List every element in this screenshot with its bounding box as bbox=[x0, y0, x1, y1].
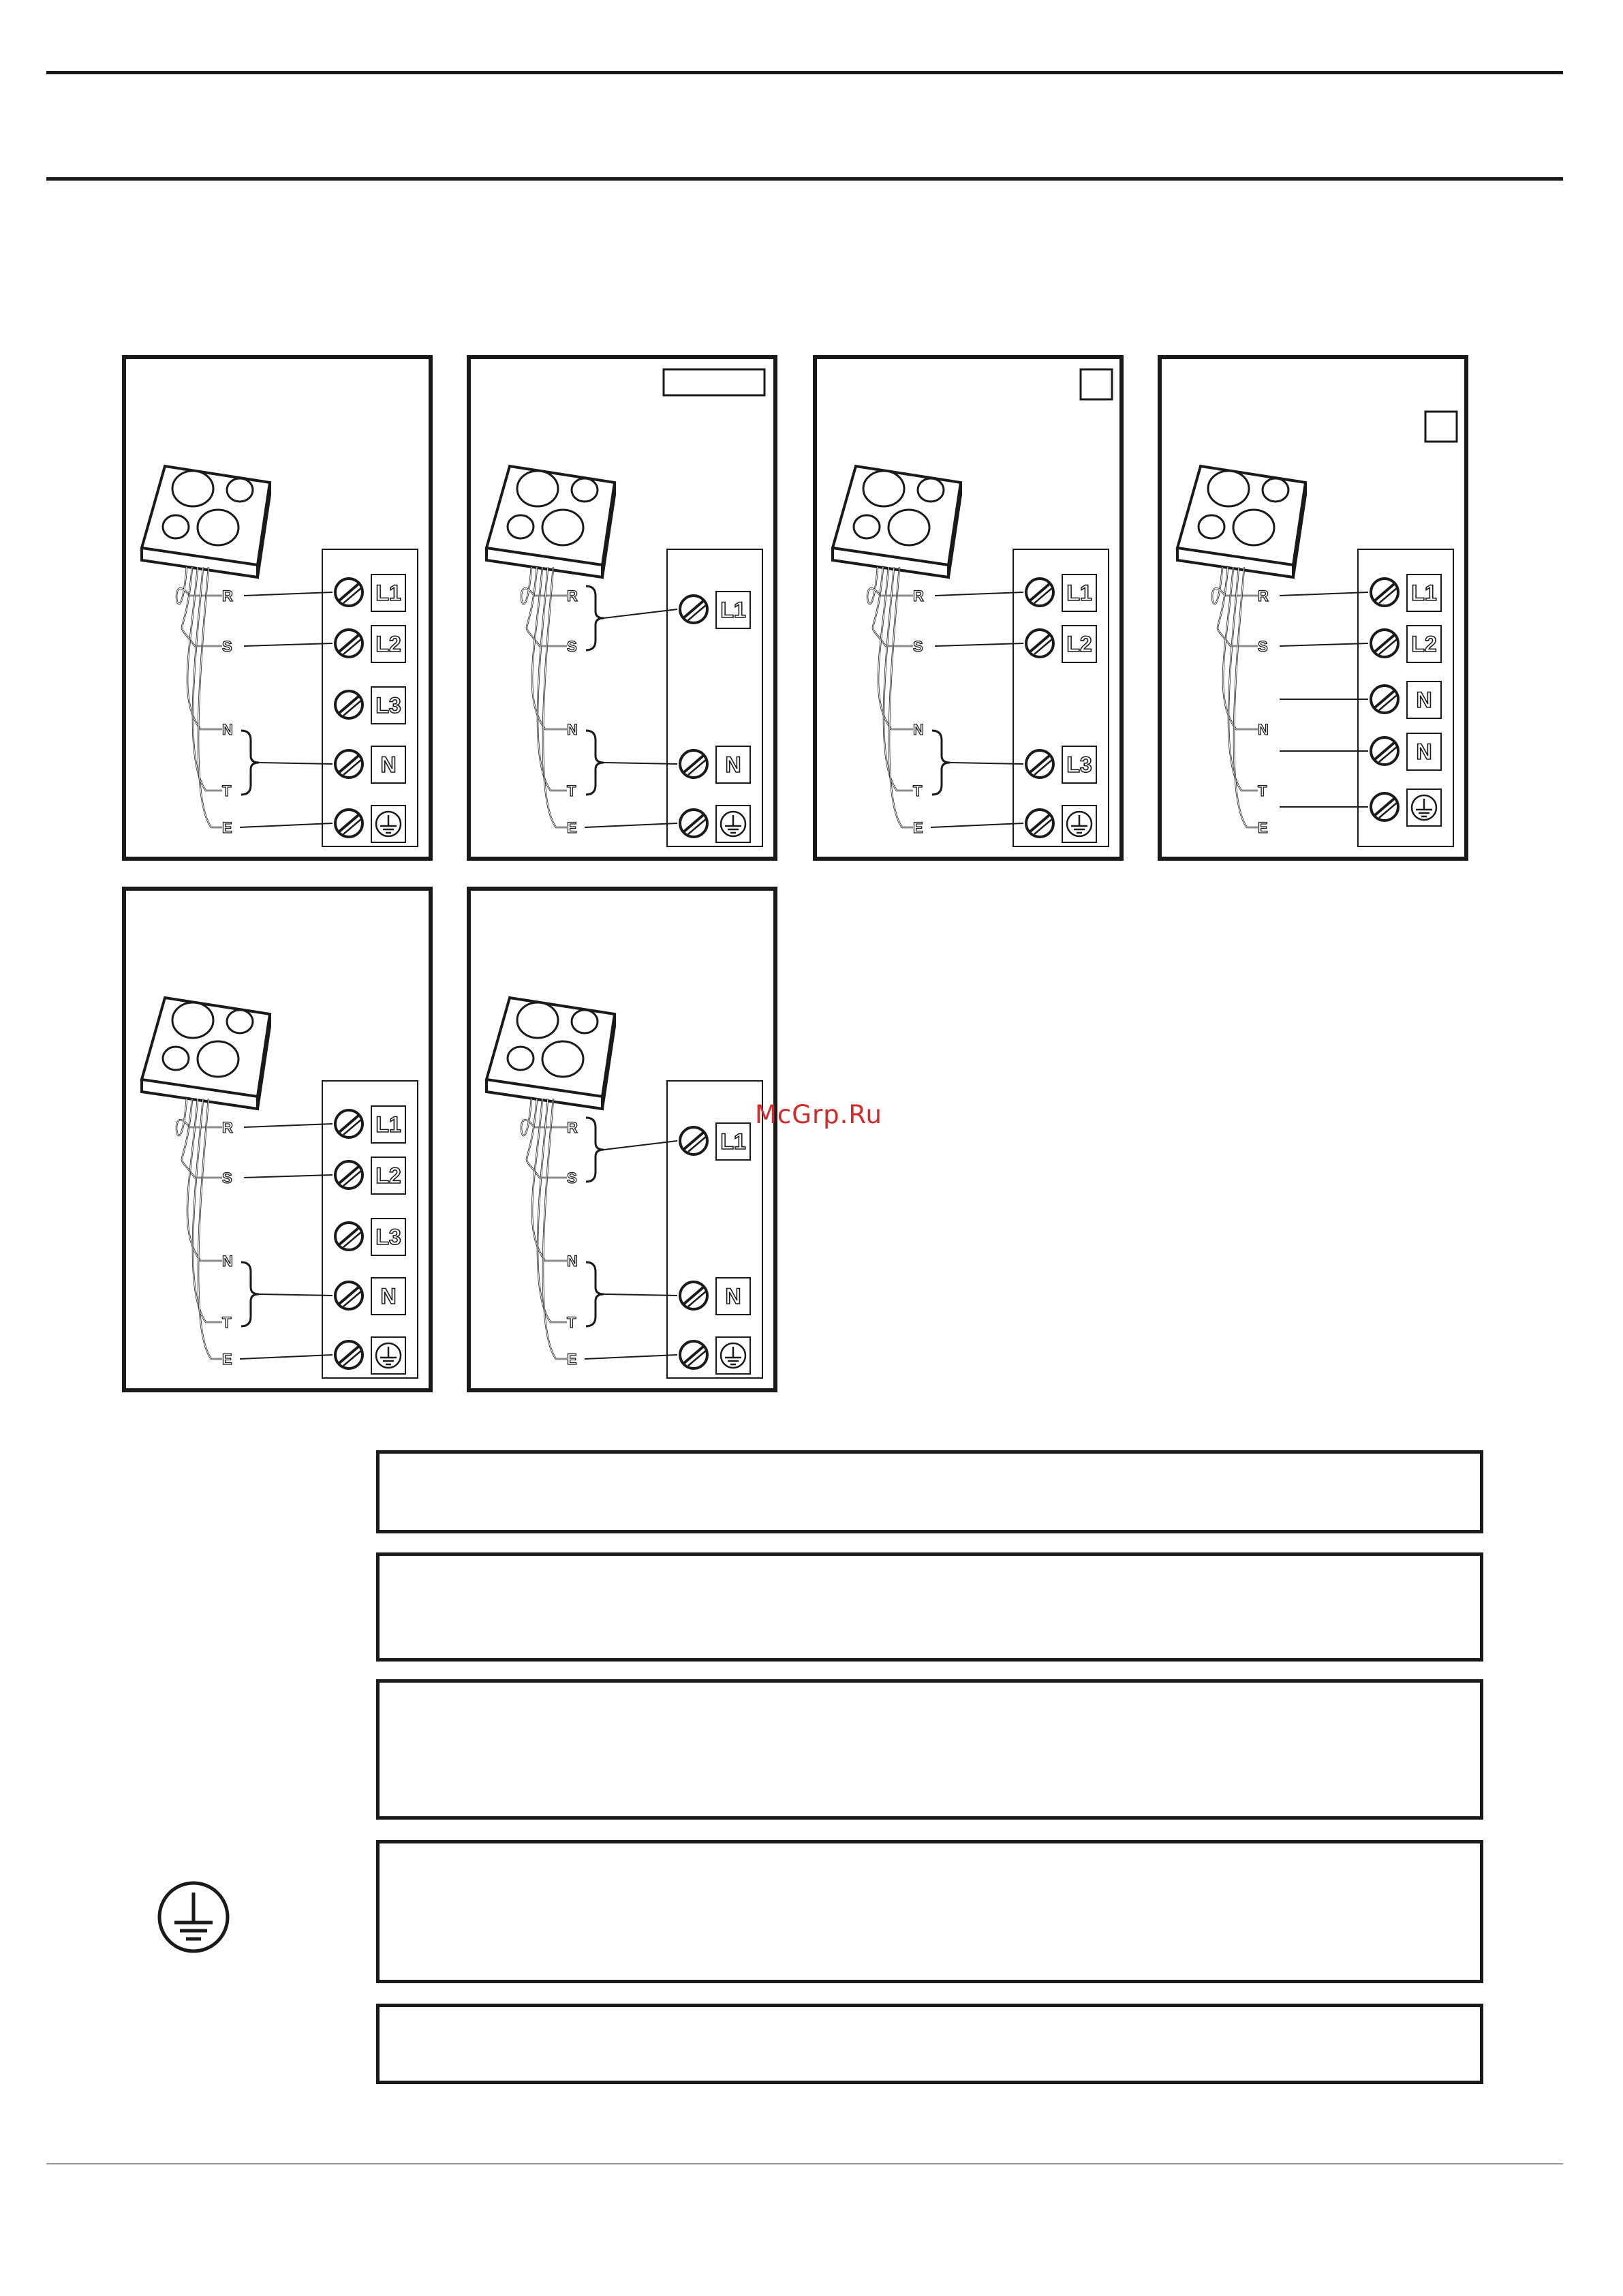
watermark-text: McGrp.Ru bbox=[755, 1100, 882, 1129]
wire-label-t: T bbox=[1258, 782, 1267, 799]
hob-ring-small bbox=[1199, 515, 1224, 538]
wire-label-s: S bbox=[1258, 638, 1268, 655]
wiring-panel-5 bbox=[124, 889, 431, 1390]
hob-ring-small bbox=[227, 1010, 253, 1033]
wiring-panel-2 bbox=[469, 357, 775, 859]
wiring-panel-4 bbox=[1160, 357, 1466, 859]
note-box-2 bbox=[376, 1552, 1483, 1662]
terminal-label-l1: L1 bbox=[1411, 581, 1437, 605]
wire-label-t: T bbox=[222, 782, 232, 799]
hob-ring-small bbox=[508, 1047, 534, 1070]
wire-label-e: E bbox=[913, 819, 923, 836]
hob-ring-large bbox=[517, 471, 558, 506]
hob-ring-small bbox=[163, 515, 189, 538]
panel-label-box bbox=[664, 369, 764, 395]
wire-label-r: R bbox=[567, 587, 578, 604]
wire-label-t: T bbox=[567, 1314, 576, 1331]
hob-ring-large bbox=[542, 1041, 583, 1077]
terminal-label-n: N bbox=[1416, 688, 1432, 712]
hob-ring-small bbox=[572, 1010, 598, 1033]
wire-label-s: S bbox=[913, 638, 923, 655]
wire-label-r: R bbox=[222, 587, 233, 604]
wire-label-n: N bbox=[1258, 721, 1269, 738]
terminal-label-n: N bbox=[380, 1284, 397, 1308]
wire-label-s: S bbox=[222, 1169, 232, 1187]
hob-ring-large bbox=[172, 471, 213, 506]
wiring-panel-3 bbox=[815, 357, 1122, 859]
terminal-label-l1: L1 bbox=[375, 1112, 401, 1137]
wire-label-r: R bbox=[222, 1119, 233, 1136]
terminal-label-n: N bbox=[725, 752, 741, 777]
terminal-label-n: N bbox=[380, 752, 397, 777]
panel-label-box bbox=[1081, 369, 1112, 399]
hob-ring-small bbox=[918, 478, 944, 502]
terminal-label-l2: L2 bbox=[375, 632, 401, 656]
hob-ring-large bbox=[198, 1041, 238, 1077]
hob-ring-large bbox=[863, 471, 904, 506]
terminal-label-l2: L2 bbox=[1066, 632, 1092, 656]
wire-label-e: E bbox=[222, 1351, 232, 1368]
terminal-label-l1: L1 bbox=[375, 581, 401, 605]
note-box-5 bbox=[376, 2004, 1483, 2084]
wire-label-e: E bbox=[567, 1351, 577, 1368]
wire-label-s: S bbox=[567, 1169, 577, 1187]
wiring-panel-1 bbox=[124, 357, 431, 859]
terminal-label-l2: L2 bbox=[1411, 632, 1437, 656]
terminal-label-l2: L2 bbox=[375, 1163, 401, 1188]
footer-rule bbox=[46, 2163, 1563, 2164]
terminal-label-l1: L1 bbox=[720, 598, 746, 622]
wire-label-t: T bbox=[222, 1314, 232, 1331]
wire-label-r: R bbox=[913, 587, 924, 604]
wire-label-n: N bbox=[222, 1253, 233, 1270]
hob-ring-small bbox=[163, 1047, 189, 1070]
wire-label-n: N bbox=[567, 1253, 578, 1270]
terminal-label-l1: L1 bbox=[1066, 581, 1092, 605]
terminal-label-l3: L3 bbox=[375, 1225, 401, 1249]
note-box-4 bbox=[376, 1840, 1483, 1983]
wiring-panel-6 bbox=[469, 889, 775, 1390]
wire-label-s: S bbox=[567, 638, 577, 655]
hob-ring-small bbox=[508, 515, 534, 538]
note-box-1 bbox=[376, 1450, 1483, 1533]
wire-label-e: E bbox=[222, 819, 232, 836]
terminal-label-l1: L1 bbox=[720, 1129, 746, 1154]
wire-label-n: N bbox=[567, 721, 578, 738]
terminal-label-l3: L3 bbox=[1066, 752, 1092, 777]
wire-label-r: R bbox=[1258, 587, 1269, 604]
wire-label-t: T bbox=[567, 782, 576, 799]
protective-earth-icon bbox=[155, 1879, 232, 1955]
hob-ring-small bbox=[227, 478, 253, 502]
hob-ring-small bbox=[1263, 478, 1288, 502]
hob-ring-large bbox=[542, 510, 583, 545]
hob-ring-large bbox=[198, 510, 238, 545]
hob-ring-large bbox=[1208, 471, 1249, 506]
terminal-label-n: N bbox=[725, 1284, 741, 1308]
wire-label-s: S bbox=[222, 638, 232, 655]
wire-label-n: N bbox=[913, 721, 924, 738]
wire-label-e: E bbox=[1258, 819, 1268, 836]
wire-label-n: N bbox=[222, 721, 233, 738]
wire-label-r: R bbox=[567, 1119, 578, 1136]
terminal-label-n: N bbox=[1416, 739, 1432, 764]
note-box-3 bbox=[376, 1679, 1483, 1820]
wire-label-e: E bbox=[567, 819, 577, 836]
wire-label-t: T bbox=[913, 782, 923, 799]
hob-ring-large bbox=[1233, 510, 1274, 545]
hob-ring-small bbox=[854, 515, 880, 538]
panel-label-box bbox=[1425, 412, 1457, 442]
hob-ring-small bbox=[572, 478, 598, 502]
hob-ring-large bbox=[888, 510, 929, 545]
hob-ring-large bbox=[172, 1002, 213, 1038]
hob-ring-large bbox=[517, 1002, 558, 1038]
terminal-label-l3: L3 bbox=[375, 693, 401, 718]
